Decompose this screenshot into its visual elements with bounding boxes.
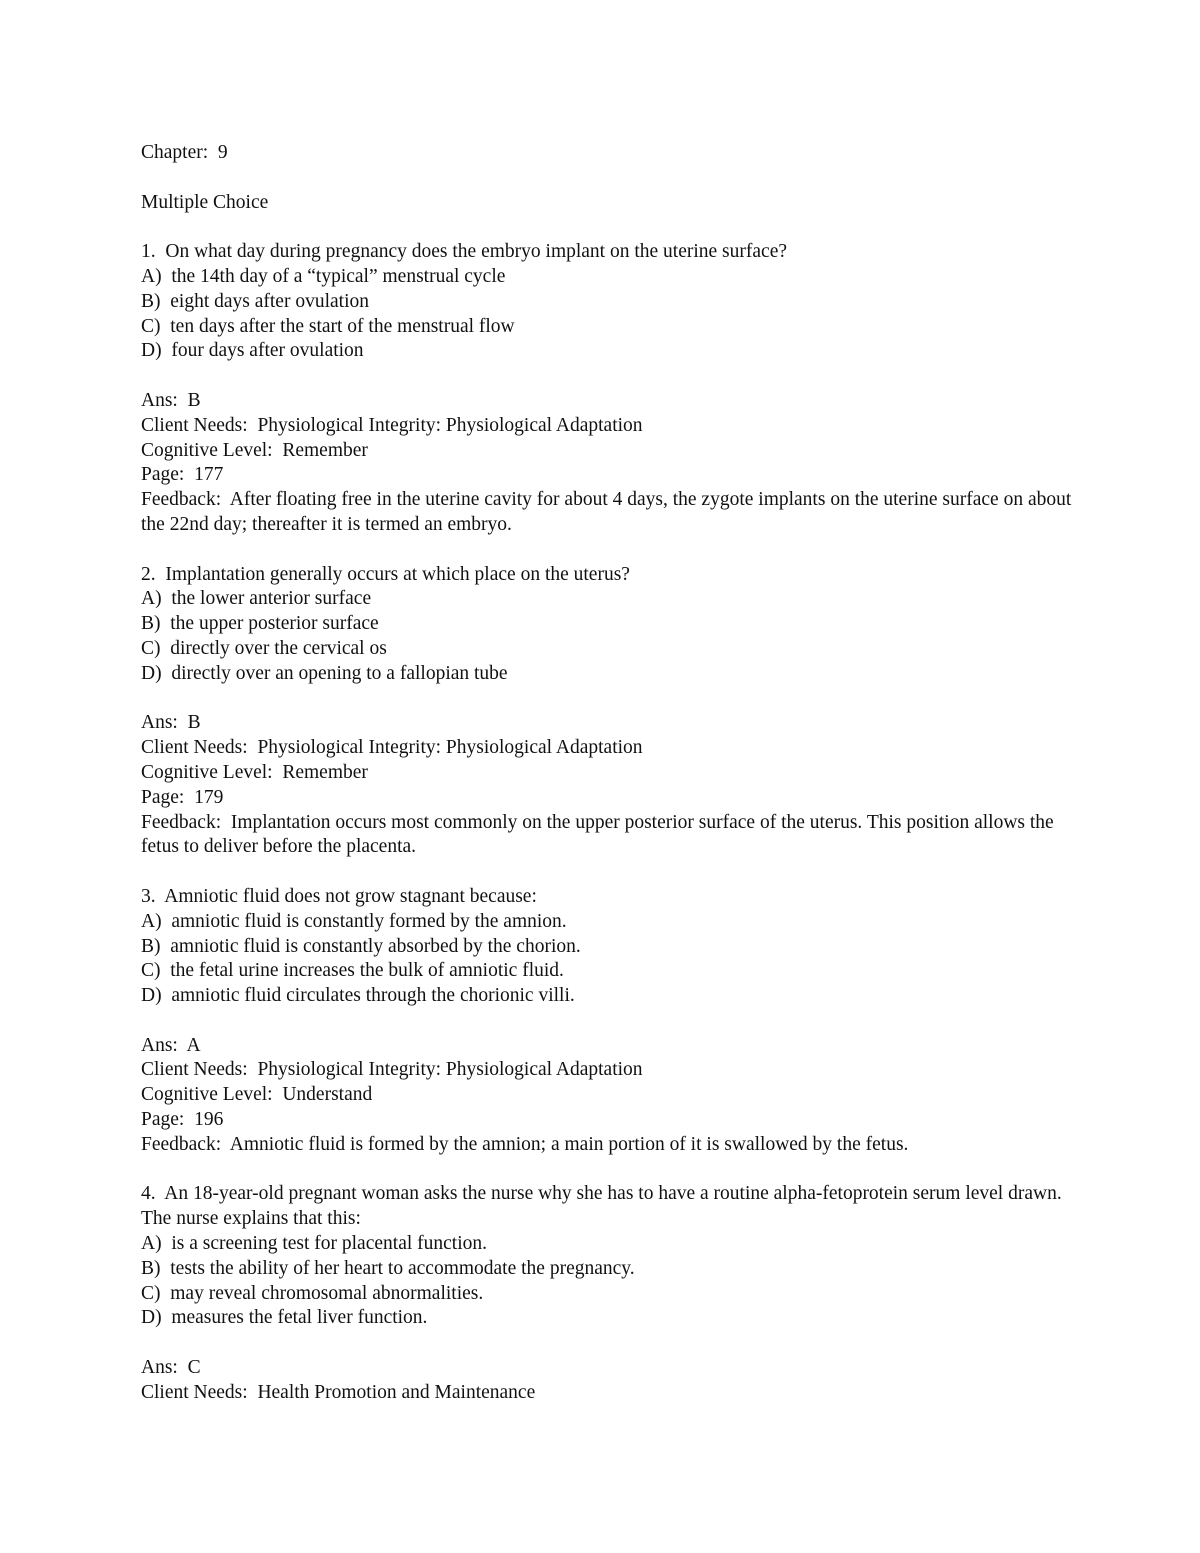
question-2 [141,563,1081,861]
feedback: Feedback: After floating free in the uterine cavity for about 4 days, the zygote implants on the uterine surface on about the 22nd day; thereafter it is termed an embryo. [141,489,1077,535]
spacer [141,860,1081,885]
option-d: D) measures the fetal liver function. [141,1307,428,1329]
page-reference: Page: 196 [141,1109,224,1131]
spacer [141,166,1081,191]
question-stem: 1. On what day during pregnancy does the embryo implant on the uterine surface? [141,241,788,263]
option-c: C) ten days after the start of the menstrual flow [141,315,515,337]
cognitive-level: Cognitive Level: Remember [141,761,368,783]
option-a: A) the lower anterior surface [141,588,372,610]
option-c: C) directly over the cervical os [141,637,387,659]
spacer [141,364,1081,389]
question-3 [141,885,1081,1158]
section-heading: Multiple Choice [141,191,269,213]
option-b: B) tests the ability of her heart to accommodate the pregnancy. [141,1257,635,1279]
client-needs: Client Needs: Physiological Integrity: Physiological Adaptation [141,737,643,759]
question-1 [141,240,1081,538]
question-4 [141,1182,1081,1405]
option-b: B) eight days after ovulation [141,290,369,312]
option-c: C) may reveal chromosomal abnormalities. [141,1282,484,1304]
chapter-heading: Chapter: 9 [141,142,228,163]
option-b: B) amniotic fluid is constantly absorbed by the chorion. [141,935,581,957]
spacer [141,1158,1081,1183]
question-stem: 4. An 18-year-old pregnant woman asks the nurse why she has to have a routine alpha-fetoprotein serum level drawn. The nurse explains that this: [141,1183,1067,1230]
client-needs: Client Needs: Physiological Integrity: Physiological Adaptation [141,414,643,436]
document-page [141,141,1081,1406]
option-a: A) is a screening test for placental function. [141,1233,488,1255]
option-c: C) the fetal urine increases the bulk of amniotic fluid. [141,960,564,982]
spacer [141,687,1081,712]
spacer [141,1009,1081,1034]
feedback: Feedback: Implantation occurs most commonly on the upper posterior surface of the uterus. This position allows the fetus to deliver before the placenta. [141,811,1059,858]
client-needs: Client Needs: Physiological Integrity: Physiological Adaptation [141,1059,643,1081]
option-a: A) the 14th day of a “typical” menstrual cycle [141,265,506,287]
option-b: B) the upper posterior surface [141,613,379,635]
spacer [141,215,1081,240]
question-stem: 3. Amniotic fluid does not grow stagnant because: [141,885,537,907]
cognitive-level: Cognitive Level: Remember [141,439,368,461]
page-reference: Page: 179 [141,786,224,808]
question-stem: 2. Implantation generally occurs at which place on the uterus? [141,563,630,585]
spacer [141,538,1081,563]
option-d: D) directly over an opening to a fallopian tube [141,662,508,684]
client-needs: Client Needs: Health Promotion and Maintenance [141,1381,536,1403]
answer: Ans: B [141,389,201,411]
answer: Ans: A [141,1034,201,1056]
feedback: Feedback: Amniotic fluid is formed by the amnion; a main portion of it is swallowed by the fetus. [141,1133,909,1155]
option-d: D) four days after ovulation [141,340,364,362]
page-reference: Page: 177 [141,464,224,486]
answer: Ans: B [141,712,201,734]
answer: Ans: C [141,1357,201,1379]
spacer [141,1331,1081,1356]
option-a: A) amniotic fluid is constantly formed by the amnion. [141,910,567,932]
cognitive-level: Cognitive Level: Understand [141,1084,373,1106]
option-d: D) amniotic fluid circulates through the chorionic villi. [141,985,575,1007]
